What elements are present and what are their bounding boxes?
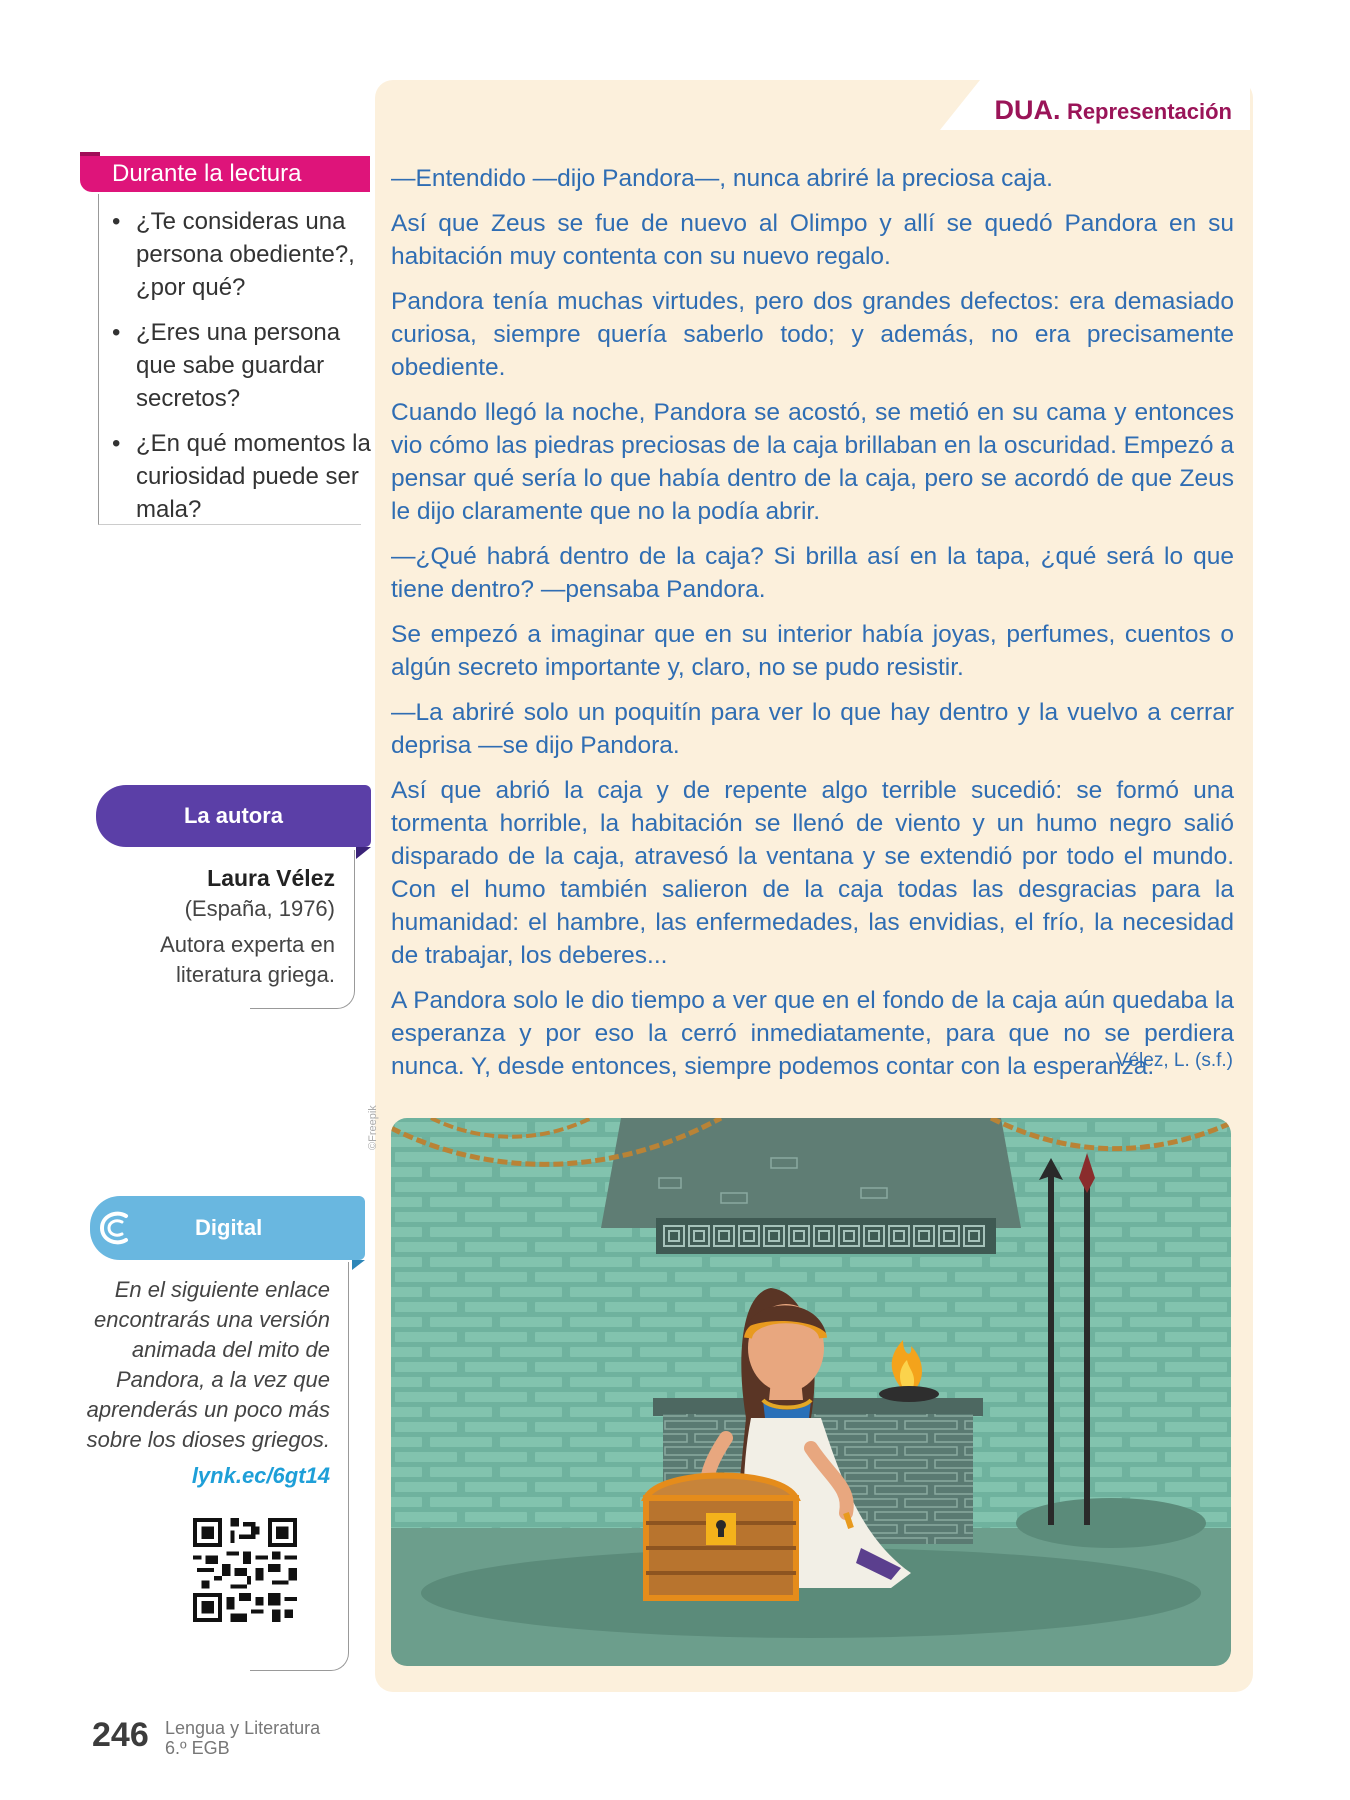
subject-name: Lengua y Literatura: [165, 1718, 321, 1738]
qr-code-icon[interactable]: [193, 1518, 297, 1622]
footer-subject: [165, 1718, 320, 1758]
story-paragraph: A Pandora solo le dio tiempo a ver que en el fondo de la caja aún quedaba la esperanza y por eso la cerró inmediatamente, para que no se perdiera nunca. Y, desde entonces, siempre podemos contar con la esperanza.: [391, 987, 1234, 1080]
story-paragraph: Se empezó a imaginar que en su interior había joyas, perfumes, cuentos o algún secreto importante y, claro, no se pudo resistir.: [391, 621, 1234, 681]
digital-link-icon: [96, 1208, 136, 1248]
digital-tab-fold: [352, 1260, 365, 1270]
question-text: ¿Eres una persona que sabe guardar secretos?: [136, 319, 341, 412]
digital-link[interactable]: lynk.ec/6gt14: [191, 1463, 330, 1488]
story-paragraph: Cuando llegó la noche, Pandora se acostó, se metió en su cama y entonces vio cómo las piedras preciosas de la caja brillaban en la oscuridad. Empezó a pensar qué sería lo que había dentro de la caja, pero se acordó de que Zeus le dijo claramente que no la podía abrir.: [391, 399, 1234, 525]
story-paragraph: —¿Qué habrá dentro de la caja? Si brilla así en la tapa, ¿qué será lo que tiene dentro? —pensaba Pandora.: [391, 543, 1234, 603]
chest-illustration: [646, 1476, 796, 1599]
story-paragraph: Así que Zeus se fue de nuevo al Olimpo y allí se quedó Pandora en su habitación muy contenta con su nuevo regalo.: [391, 210, 1234, 270]
pandora-illustration: [391, 1118, 1231, 1666]
bullet-icon: •: [112, 319, 121, 346]
autora-origin: (España, 1976): [184, 896, 335, 921]
autora-title: La autora: [96, 785, 371, 847]
story-paragraph: —Entendido —dijo Pandora—, nunca abriré la preciosa caja.: [391, 165, 1053, 192]
story-text: [391, 162, 1234, 1095]
digital-text: En el siguiente enlace encontrarás una versión animada del mito de Pandora, a la vez que aprenderás un poco más sobre los dioses griegos.: [86, 1277, 330, 1452]
grade-name: 6.º EGB: [165, 1738, 230, 1758]
durante-questions: [112, 205, 372, 538]
question-text: ¿Te consideras una persona obediente?, ¿por qué?: [136, 208, 355, 301]
story-paragraph: Pandora tenía muchas virtudes, pero dos grandes defectos: era demasiado curiosa, siempre quería saberlo todo; y además, no era precisamente obediente.: [391, 288, 1234, 381]
story-paragraph: Así que abrió la caja y de repente algo terrible sucedió: se formó una tormenta horrible, la habitación se llenó de viento y un humo negro salió disparado de la caja, atravesó la ventana y se extendió por todo el mundo. Con el humo también salieron de la caja todas las desgracias para la humanidad: el hambre, las enfermedades, las envidias, el frío, la necesidad de trabajar, los deberes...: [391, 777, 1234, 969]
dua-category: Representación: [1066, 99, 1232, 124]
question-item: [112, 205, 372, 304]
page-number: 246: [92, 1716, 149, 1754]
bullet-icon: •: [112, 430, 121, 457]
autora-description: Autora experta en literatura griega.: [160, 932, 335, 987]
question-item: [112, 427, 372, 526]
story-paragraph: —La abriré solo un poquitín para ver lo que hay dentro y la vuelvo a cerrar deprisa —se dijo Pandora.: [391, 699, 1234, 759]
dua-label: [995, 95, 1232, 126]
bullet-icon: •: [112, 208, 121, 235]
image-credit: ©Freepik: [367, 1105, 379, 1150]
autora-tab-fold: [356, 847, 371, 859]
citation: Vélez, L. (s.f.): [1115, 1050, 1233, 1071]
durante-title: Durante la lectura: [80, 156, 370, 192]
question-item: [112, 316, 372, 415]
dua-prefix: DUA.: [994, 95, 1061, 125]
illustration-svg: [391, 1118, 1231, 1666]
question-text: ¿En qué momentos la curiosidad puede ser mala?: [136, 430, 371, 523]
digital-title: Digital: [90, 1196, 365, 1260]
autora-name: Laura Vélez: [207, 865, 335, 891]
